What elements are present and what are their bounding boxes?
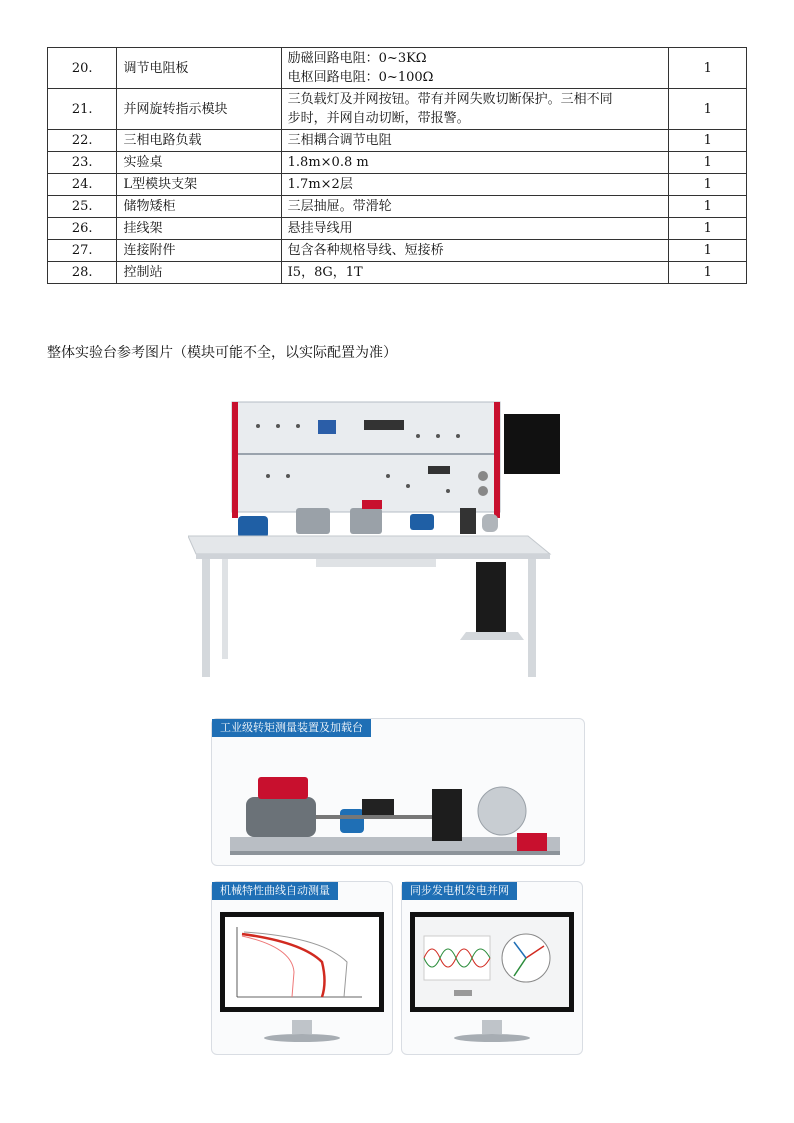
table-row	[48, 240, 747, 262]
spec-line: 励磁回路电阻：0~3KΩ	[287, 51, 427, 66]
spec-line: 包含各种规格导线、短接桥	[287, 243, 444, 258]
item-quantity: 1	[669, 89, 747, 130]
equipment-table	[47, 47, 747, 284]
spec-line: 1.7m×2层	[287, 177, 353, 192]
row-number: 23.	[48, 152, 117, 174]
spec-line: 三层抽屉。带滑轮	[287, 199, 392, 214]
row-number: 21.	[48, 89, 117, 130]
item-name: 实验桌	[117, 152, 281, 174]
row-number: 25.	[48, 196, 117, 218]
torque-device-panel	[211, 718, 585, 866]
item-name: 连接附件	[117, 240, 281, 262]
spec-line: 步时，并网自动切断，带报警。	[287, 111, 470, 126]
table-row	[48, 130, 747, 152]
spec-line: 三相耦合调节电阻	[287, 133, 392, 148]
item-spec	[281, 130, 669, 152]
item-quantity: 1	[669, 130, 747, 152]
item-spec	[281, 196, 669, 218]
table-row	[48, 196, 747, 218]
row-number: 22.	[48, 130, 117, 152]
table-row	[48, 174, 747, 196]
sync-generator-card	[401, 881, 583, 1055]
item-spec	[281, 174, 669, 196]
item-spec	[281, 48, 669, 89]
row-number: 24.	[48, 174, 117, 196]
item-quantity: 1	[669, 48, 747, 89]
sync-card-title: 同步发电机发电并网	[402, 882, 517, 900]
item-quantity: 1	[669, 262, 747, 284]
photo-caption: 整体实验台参考图片（模块可能不全，以实际配置为准）	[47, 345, 397, 361]
row-number: 28.	[48, 262, 117, 284]
table-row	[48, 262, 747, 284]
item-name: 并网旋转指示模块	[117, 89, 281, 130]
spec-line: 三负载灯及并网按钮。带有并网失败切断保护。三相不同	[287, 92, 613, 107]
item-name: 储物矮柜	[117, 196, 281, 218]
item-name: 三相电路负载	[117, 130, 281, 152]
item-name: L型模块支架	[117, 174, 281, 196]
table-row	[48, 89, 747, 130]
item-spec	[281, 152, 669, 174]
spec-line: 1.8m×0.8 m	[287, 155, 369, 170]
lab-bench-photo	[188, 396, 560, 696]
row-number: 20.	[48, 48, 117, 89]
torque-panel-title: 工业级转矩测量装置及加载台	[212, 719, 371, 737]
spec-line: 悬挂导线用	[287, 221, 353, 236]
table-row	[48, 152, 747, 174]
table-row	[48, 48, 747, 89]
item-quantity: 1	[669, 240, 747, 262]
item-spec	[281, 218, 669, 240]
item-name: 调节电阻板	[117, 48, 281, 89]
row-number: 27.	[48, 240, 117, 262]
item-quantity: 1	[669, 196, 747, 218]
item-spec	[281, 262, 669, 284]
item-spec	[281, 240, 669, 262]
item-name: 挂线架	[117, 218, 281, 240]
row-number: 26.	[48, 218, 117, 240]
spec-line: 电枢回路电阻：0~100Ω	[287, 70, 434, 85]
spec-line: I5，8G，1T	[287, 265, 363, 280]
mech-card-title: 机械特性曲线自动测量	[212, 882, 338, 900]
item-quantity: 1	[669, 174, 747, 196]
item-spec	[281, 89, 669, 130]
item-quantity: 1	[669, 152, 747, 174]
item-quantity: 1	[669, 218, 747, 240]
item-name: 控制站	[117, 262, 281, 284]
table-row	[48, 218, 747, 240]
mech-curve-card	[211, 881, 393, 1055]
